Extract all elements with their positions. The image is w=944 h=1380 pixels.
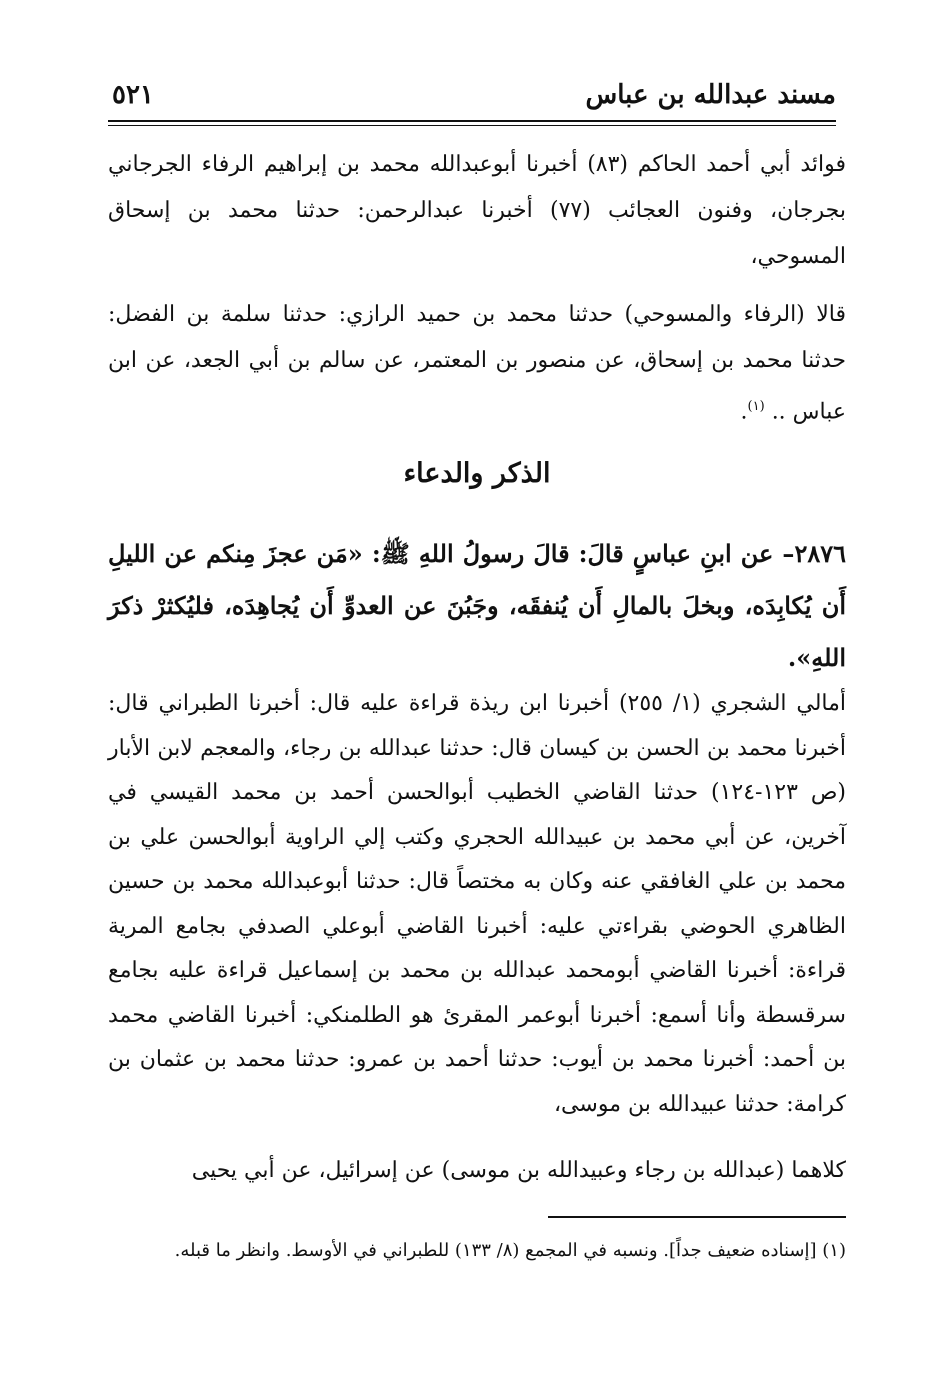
running-header — [108, 78, 836, 112]
source-paragraph-2 — [108, 292, 846, 435]
footnote-rule — [548, 1216, 846, 1218]
source-paragraph-4: كلاهما (عبدالله بن رجاء وعبيدالله بن موسى) عن إسرائيل، عن أبي يحيى — [191, 1158, 846, 1183]
paragraph-2-end: . — [740, 399, 748, 425]
footnote: (١) [إسناده ضعيف جداً]. ونسبه في المجمع (٨/ ١٣٣) للطبراني في الأوسط. وانظر ما قبله. — [174, 1240, 846, 1261]
source-paragraph-3: أمالي الشجري (١/ ٢٥٥) أخبرنا ابن ريذة قراءة عليه قال: أخبرنا الطبراني قال: أخبرنا محمد بن الحسن بن كيسان قال: حدثنا عبدالله بن رجاء، والمعجم لابن الأبار (ص ١٢٣-١٢٤) حدثنا القاضي الخطيب أبوالحسن أحمد بن محمد القيسي في آخرين، عن أبي محمد بن عبيدالله الحجري وكتب إلي الراوية أبوالحسن علي بن محمد بن علي الغافقي عنه وكان به مختصاً قال: حدثنا أبوعبدالله محمد بن حسين الظاهري الحوضي بقراءتي عليه: أخبرنا القاضي أبوعلي الصدفي بجامع المرية قراءة: أخبرنا القاضي أبومحمد عبدالله بن محمد بن إسماعيل قراءة عليه بجامع سرقسطة وأنا أسمع: أخبرنا أبوعمر المقرئ هو الطلمنكي: أخبرنا القاضي محمد بن أحمد: أخبرنا محمد بن أيوب: حدثنا أحمد بن عمرو: حدثنا محمد بن عثمان بن كرامة: حدثنا عبيدالله بن موسى، — [108, 691, 847, 1117]
header-rule-thin — [108, 125, 836, 126]
paragraph-2-text: قالا (الرفاء والمسوحي) حدثنا محمد بن حميد الرازي: حدثنا سلمة بن الفضل: حدثنا محمد بن إسحاق، عن منصور بن المعتمر، عن سالم بن أبي الجعد، عن ابن عباس .. — [108, 302, 846, 425]
header-rule — [108, 120, 836, 122]
hadith-text: ٢٨٧٦– عن ابنِ عباسٍ قالَ: قالَ رسولُ اللهِ ﷺ: «مَن عجزَ مِنكم عن الليلِ أَن يُكابِدَه، وبخلَ بالمالِ أَن يُنفقَه، وجَبُنَ عن العدوِّ أَن يُجاهِدَه، فليُكثرْ ذكرَ اللهِ». — [108, 539, 846, 672]
footnote-reference: (١) — [747, 399, 765, 414]
running-header-title: مسند عبدالله بن عباس — [585, 80, 836, 110]
section-heading: الذكر والدعاء — [403, 458, 551, 489]
source-paragraph-1: فوائد أبي أحمد الحاكم (٨٣) أخبرنا أبوعبدالله محمد بن إبراهيم الرفاء الجرجاني بجرجان، وفنون العجائب (٧٧) أخبرنا عبدالرحمن: حدثنا محمد بن إسحاق المسوحي، — [108, 152, 846, 269]
page-number: ٥٢١ — [112, 80, 154, 110]
